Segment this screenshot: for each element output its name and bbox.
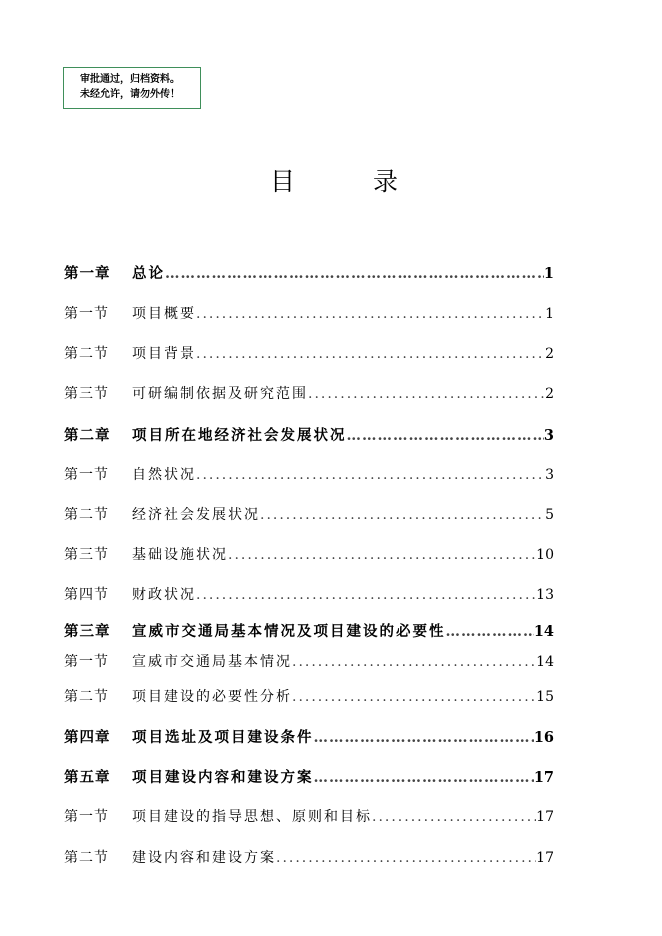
toc-entry-title: 项目选址及项目建设条件 xyxy=(132,729,314,746)
toc-entry-page: 3 xyxy=(545,467,554,483)
toc-entry-number: 第四章 xyxy=(64,729,111,746)
toc-chapter-entry[interactable] xyxy=(64,726,554,750)
toc-chapter-entry[interactable] xyxy=(64,766,554,790)
toc-entry-page: 15 xyxy=(536,689,554,705)
toc-entry-title: 项目建设内容和建设方案 xyxy=(132,769,314,786)
approval-stamp xyxy=(63,67,201,109)
toc-section-entry[interactable] xyxy=(64,806,554,830)
toc-entry-page: 1 xyxy=(545,306,554,322)
toc-section-entry[interactable] xyxy=(64,544,554,568)
toc-entry-page: 14 xyxy=(536,654,554,670)
stamp-line-2: 未经允许，请勿外传！ xyxy=(80,89,180,100)
toc-entry-title: 经济社会发展状况 xyxy=(132,507,260,523)
toc-entry-title: 项目建设的必要性分析 xyxy=(132,689,292,705)
toc-entry-page: 3 xyxy=(543,427,554,444)
toc-leader-dots xyxy=(308,386,545,402)
toc-entry-title: 总论 xyxy=(132,265,165,282)
toc-leader-dots xyxy=(276,850,536,866)
toc-section-entry[interactable] xyxy=(64,651,554,675)
toc-entry-title: 宣威市交通局基本情况 xyxy=(132,654,292,670)
toc-leader-dots xyxy=(292,689,536,705)
toc-leader-dots xyxy=(196,346,545,362)
toc-section-entry[interactable] xyxy=(64,464,554,488)
toc-section-entry[interactable] xyxy=(64,584,554,608)
toc-entry-title: 项目背景 xyxy=(132,346,196,362)
toc-entry-page: 13 xyxy=(536,587,554,603)
toc-entry-number: 第二节 xyxy=(64,689,109,705)
toc-section-entry[interactable] xyxy=(64,303,554,327)
toc-entry-title: 项目建设的指导思想、原则和目标 xyxy=(132,809,372,825)
toc-entry-number: 第一章 xyxy=(64,265,111,282)
toc-entry-number: 第一节 xyxy=(64,654,109,670)
toc-entry-number: 第一节 xyxy=(64,809,109,825)
toc-leader-dots xyxy=(228,547,536,563)
toc-leader-dots xyxy=(292,654,536,670)
toc-entry-title: 宣威市交通局基本情况及项目建设的必要性 xyxy=(132,623,446,640)
toc-entry-number: 第三节 xyxy=(64,547,109,563)
toc-section-entry[interactable] xyxy=(64,847,554,871)
page-title xyxy=(0,162,662,198)
toc-leader-dots xyxy=(314,729,534,746)
toc-leader-dots xyxy=(372,809,536,825)
toc-entry-number: 第三章 xyxy=(64,623,111,640)
toc-entry-number: 第五章 xyxy=(64,769,111,786)
toc-entry-page: 17 xyxy=(536,850,554,866)
toc-entry-title: 建设内容和建设方案 xyxy=(132,850,276,866)
toc-entry-number: 第三节 xyxy=(64,386,109,402)
toc-entry-number: 第二节 xyxy=(64,507,109,523)
toc-leader-dots xyxy=(347,427,544,444)
toc-entry-title: 项目所在地经济社会发展状况 xyxy=(132,427,347,444)
toc-leader-dots xyxy=(196,587,536,603)
toc-entry-number: 第二节 xyxy=(64,850,109,866)
toc-entry-title: 可研编制依据及研究范围 xyxy=(132,386,308,402)
toc-leader-dots xyxy=(446,623,534,640)
toc-entry-number: 第二章 xyxy=(64,427,111,444)
toc-entry-page: 10 xyxy=(536,547,554,563)
toc-entry-page: 17 xyxy=(533,769,554,786)
toc-leader-dots xyxy=(165,265,544,282)
toc-entry-page: 14 xyxy=(533,623,554,640)
toc-leader-dots xyxy=(196,306,545,322)
toc-entry-number: 第二节 xyxy=(64,346,109,362)
toc-entry-number: 第一节 xyxy=(64,306,109,322)
toc-entry-page: 16 xyxy=(533,729,554,746)
toc-entry-page: 5 xyxy=(545,507,554,523)
toc-chapter-entry[interactable] xyxy=(64,620,554,644)
toc-entry-number: 第一节 xyxy=(64,467,109,483)
toc-entry-title: 财政状况 xyxy=(132,587,196,603)
toc-section-entry[interactable] xyxy=(64,504,554,528)
stamp-line-1: 审批通过，归档资料。 xyxy=(80,74,180,85)
toc-entry-title: 项目概要 xyxy=(132,306,196,322)
toc-section-entry[interactable] xyxy=(64,686,554,710)
toc-chapter-entry[interactable] xyxy=(64,262,554,286)
toc-section-entry[interactable] xyxy=(64,383,554,407)
title-char-left: 目 xyxy=(270,167,296,196)
toc-leader-dots xyxy=(260,507,545,523)
toc-entry-page: 17 xyxy=(536,809,554,825)
toc-entry-page: 2 xyxy=(545,346,554,362)
toc-leader-dots xyxy=(196,467,545,483)
toc-leader-dots xyxy=(314,769,534,786)
toc-entry-page: 1 xyxy=(543,265,554,282)
toc-chapter-entry[interactable] xyxy=(64,424,554,448)
toc-entry-number: 第四节 xyxy=(64,587,109,603)
toc-section-entry[interactable] xyxy=(64,343,554,367)
toc-entry-page: 2 xyxy=(545,386,554,402)
title-char-right: 录 xyxy=(373,167,399,196)
toc-entry-title: 基础设施状况 xyxy=(132,547,228,563)
toc-entry-title: 自然状况 xyxy=(132,467,196,483)
